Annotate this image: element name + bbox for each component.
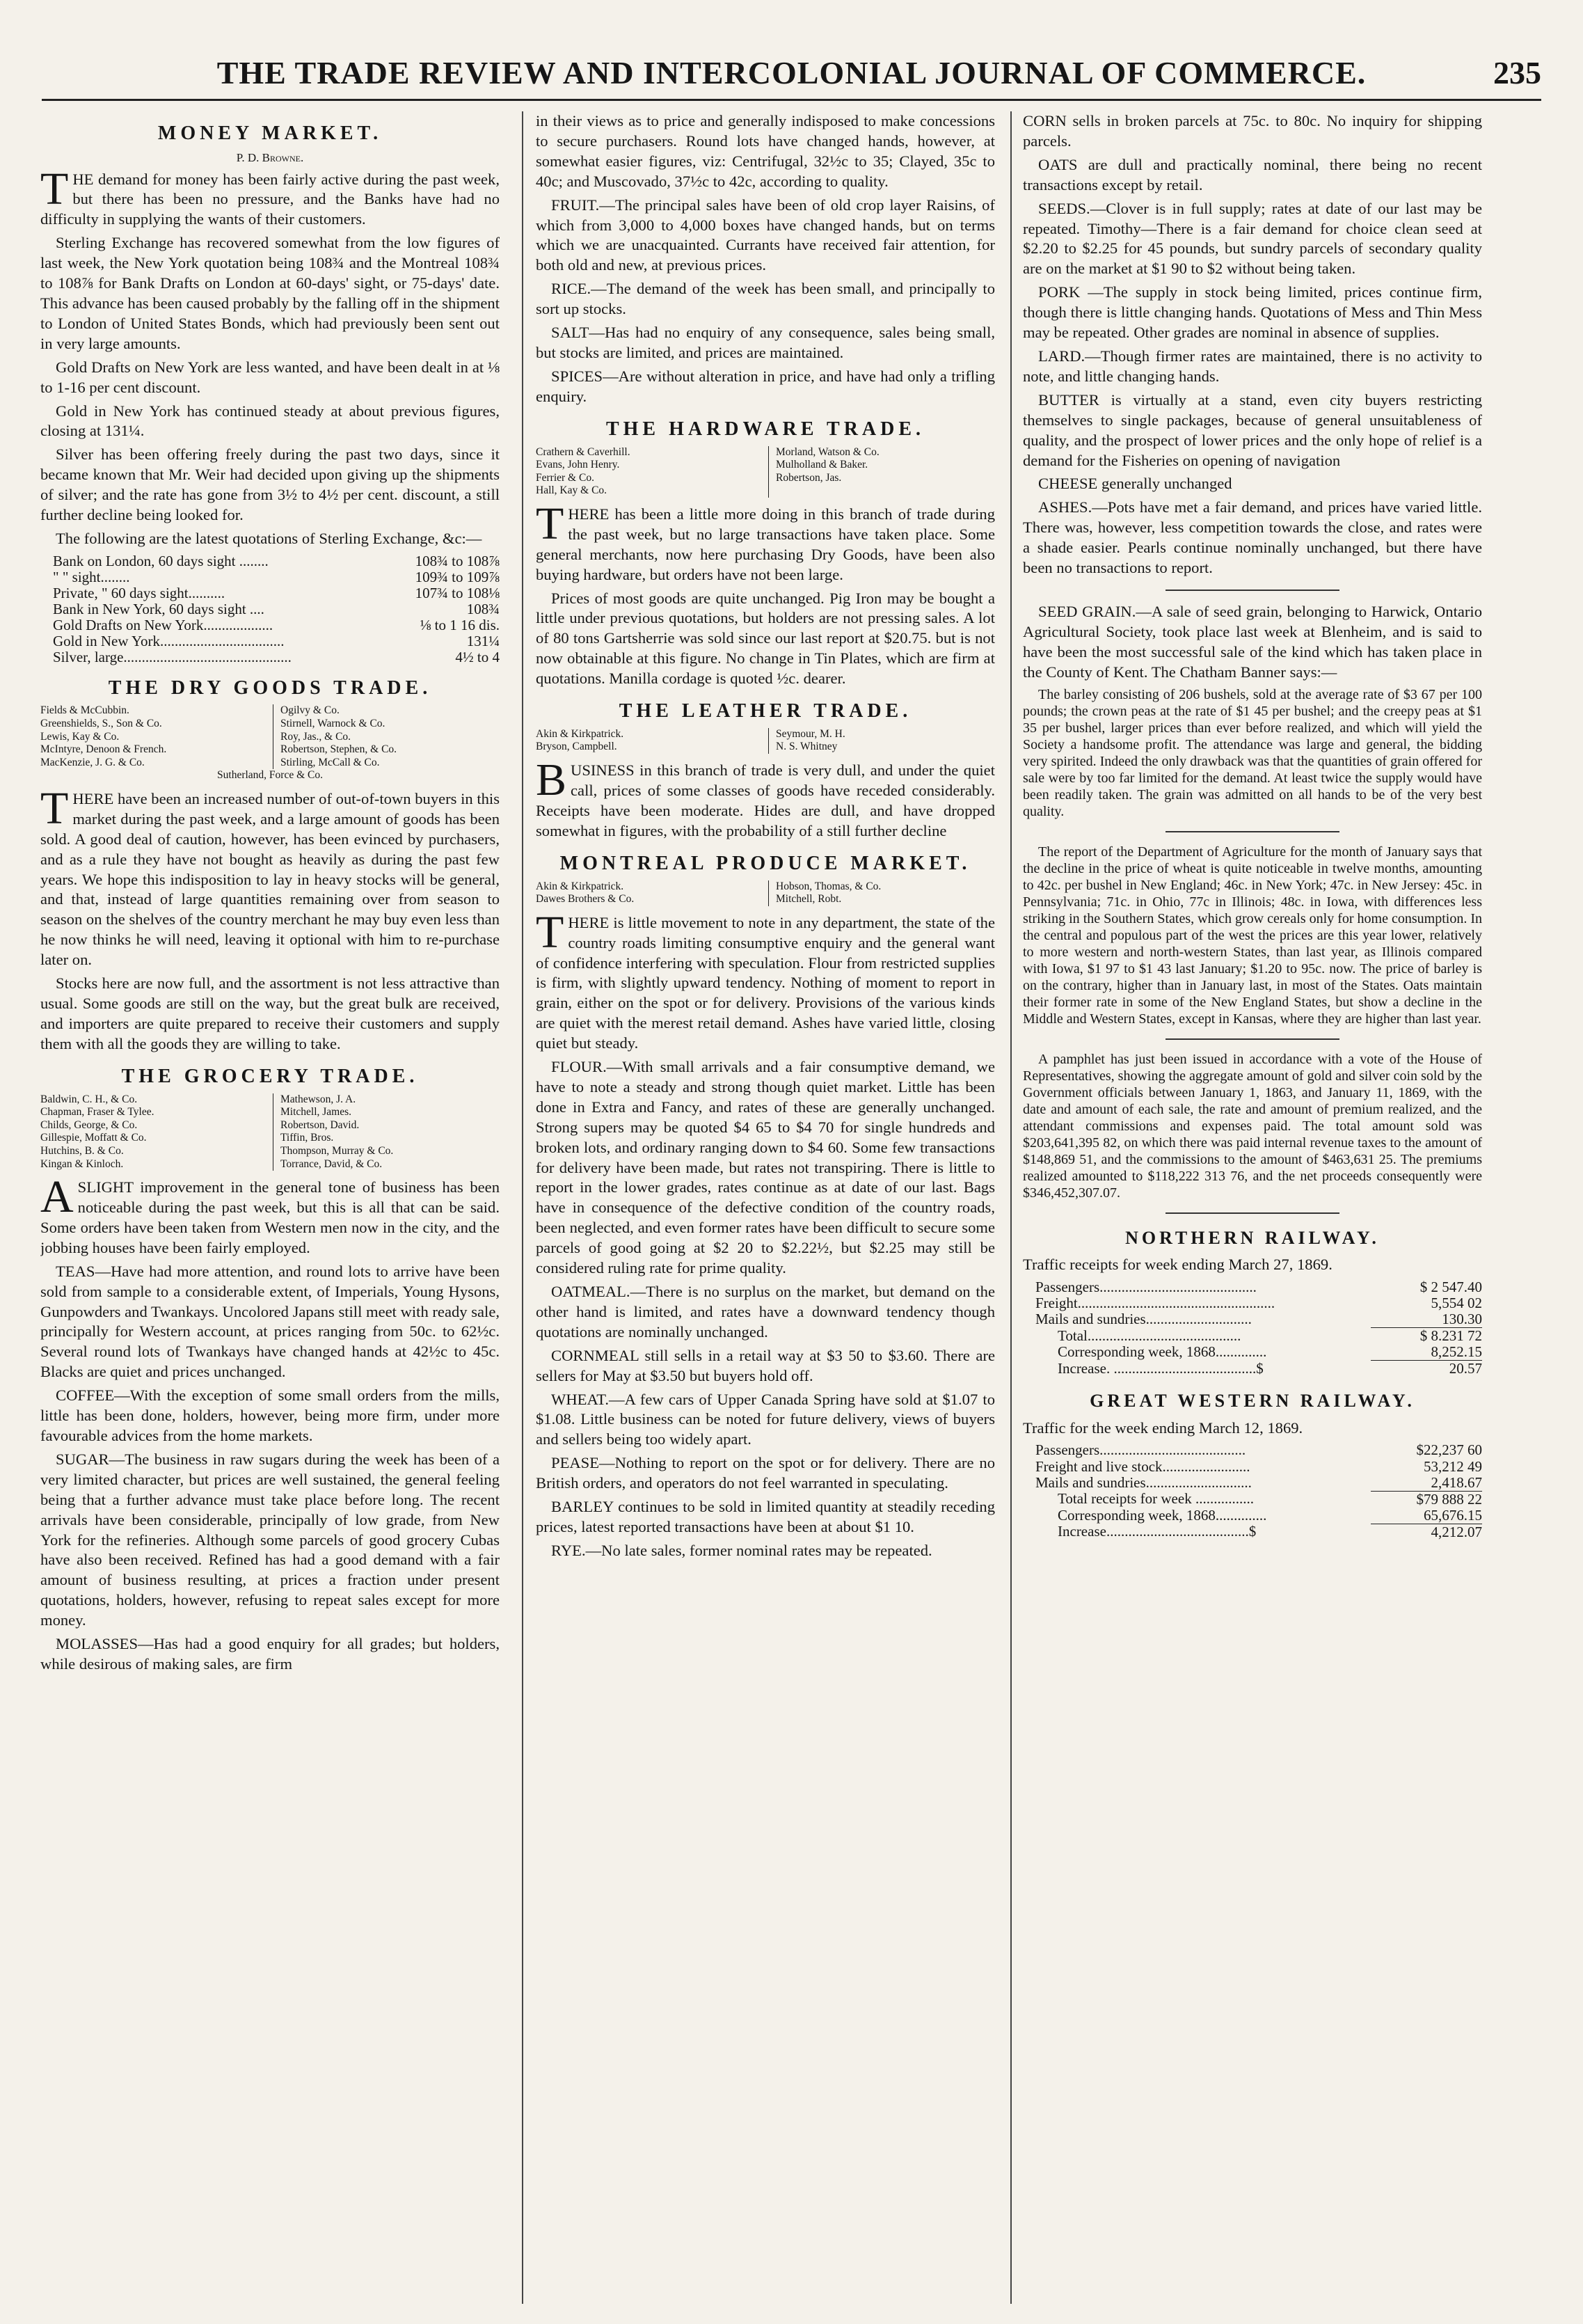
firm-name: Mathewson, J. A.	[273, 1093, 500, 1107]
produce-paragraph: PORK —The supply in stock being limited, prices continue firm, though there is little changing hands. Quotations of Mess and Thin Mess may be repeated. Other grades are nominal in absence of supplies.	[1023, 283, 1482, 342]
hardware-heading: THE HARDWARE TRADE.	[605, 418, 925, 440]
firm-name: Tiffin, Bros.	[273, 1132, 500, 1145]
firm-name: Seymour, M. H.	[768, 728, 995, 741]
money-paragraph: Sterling Exchange has recovered somewhat from the low figures of last week, the New York quotation being 108¾ and the Montreal 108¾ to 108⅞ for Bank Drafts on London at 60-days' sight, or 75-days' date. This advance has been caused probably by the falling off in the shipment to London of United States Bonds, which had previously been sent out in very large amounts.	[40, 234, 500, 352]
money-paragraph: The following are the latest quotations of Sterling Exchange, &c:—	[56, 529, 482, 547]
great-western-railway-subtitle: Traffic for the week ending March 12, 1869.	[1023, 1418, 1303, 1437]
firm-name: Childs, George, & Co.	[40, 1118, 138, 1131]
table-row: Passengers........................................... $ 2 547.40	[1035, 1278, 1482, 1295]
produce-firms	[536, 880, 995, 906]
dry-goods-paragraph: Stocks here are now full, and the assortment is not less attractive than usual. Some goods are still on the way, but the great bulk are received, and importers are quite prepared to receive their customers and supply them with all the goods they are willing to take.	[40, 974, 500, 1052]
firm-name	[768, 484, 995, 498]
seed-grain-paragraph: SEED GRAIN.—A sale of seed grain, belonging to Harwick, Ontario Agricultural Society, took place last week at Blenheim, and is said to have been the most successful sale of the kind which has taken place in the County of Kent. The Chatham Banner says:—	[1023, 602, 1482, 681]
produce-paragraph: RYE.—No late sales, former nominal rates may be repeated.	[551, 1541, 932, 1559]
table-row: Gold in New York.................................. 131¼	[53, 633, 500, 650]
running-head	[42, 54, 1541, 101]
table-row: Silver, large.............................................. 4½ to 4	[53, 649, 500, 666]
produce-paragraph: BARLEY continues to be sold in limited quantity at steadily receding prices, latest reported transactions have been at about $1 10.	[536, 1498, 995, 1535]
leather-firms	[536, 728, 995, 754]
dry-goods-heading: THE DRY GOODS TRADE.	[108, 677, 432, 699]
seed-grain-quote: The barley consisting of 206 bushels, sold at the average rate of $3 67 per 100 pounds; the crown peas at the rate of $1 45 per bushel; and the creepy peas at $1 35 per bushel, larger prices than ever before realized, and which will yield the Society a handsome profit. The attendance was large and general, the bidding very spirited. Indeed the only drawback was that the quantities of grain offered for sale were by too far limited for the demand. At least twice the supply would have been readily taken. The grain was admitted on all hands to be of the very best quality.	[1023, 686, 1482, 819]
firm-name: Mitchell, Robt.	[768, 893, 995, 906]
produce-paragraph: ASHES.—Pots have met a fair demand, and prices have varied little. There was, however, less competition towards the close, and rates were a shade easier. Pearls continue nominally unchanged, but there have been no transactions to report.	[1023, 498, 1482, 577]
table-row: Corresponding week, 1868.............. 65,676.15	[1058, 1506, 1482, 1524]
dry-goods-paragraph: THERE have been an increased number of out-of-town buyers in this market during the past week, and a large amount of goods has been sold. A good deal of caution, however, has been evinced by purchasers, and as a rule they have not bought as heavily as during the past few years. We hope this indisposition to lay in heavy stocks will be general, and that, instead of large quantities remaining over from season to season on the shelves of the country merchant he may buy even less than he now thinks he will need, leaving it optional with him to re-purchase later on.	[40, 782, 500, 969]
produce-paragraph: OATS are dull and practically nominal, there being no recent transactions except by retail.	[1023, 155, 1482, 193]
exchange-rates-table	[40, 553, 500, 666]
table-row: Passengers........................................ $22,237 60	[1035, 1441, 1482, 1459]
produce-paragraph: CORNMEAL still sells in a retail way at $3 50 to $3.60. There are sellers for May at $3.50 but buyers hold off.	[536, 1346, 995, 1384]
firm-name: McIntyre, Denoon & French.	[40, 743, 167, 756]
firm-name: Fields & McCubbin.	[40, 704, 129, 717]
money-paragraph: Silver has been offering freely during the past two days, since it became known that Mr. Weir had decided upon giving up the shipments of silver; and the rate has gone from 3½ to 4½ per cent. discount, a still further decline being looked for.	[40, 445, 500, 524]
produce-paragraph: BUTTER is virtually at a stand, even city buyers restricting themselves to single packages, because of general unsuitableness of quality, and the prospect of lower prices and the only hope of relief is a demand for the Fisheries on opening of navigation	[1023, 390, 1482, 469]
grocery-paragraph: RICE.—The demand of the week has been small, and principally to sort up stocks.	[536, 280, 995, 318]
grocery-paragraph: SALT—Has had no enquiry of any consequence, sales being small, but stocks are limited, and prices are maintained.	[536, 324, 995, 361]
table-row: Freight and live stock........................ 53,212 49	[1035, 1457, 1482, 1475]
hardware-paragraph: Prices of most goods are quite unchanged. Pig Iron may be bought a little under previous quotations, but holders are not pressing sales. A lot of 80 tons Gartsherrie was sold since our last report at $20.75. but is not now obtainable at this figure. No change in Tin Plates, which are firm at quotations. Manilla cordage is quoted ½c. dearer.	[536, 589, 995, 688]
firm-name: Thompson, Murray & Co.	[273, 1145, 500, 1158]
page-number: 235	[1493, 55, 1541, 90]
grocery-heading: THE GROCERY TRADE.	[121, 1065, 419, 1087]
firm-name: Robertson, Jas.	[768, 472, 995, 485]
separator	[1166, 1212, 1340, 1214]
firm-name: Evans, John Henry.	[536, 459, 620, 471]
firm-name: Baldwin, C. H., & Co.	[40, 1093, 138, 1105]
grocery-paragraph: FRUIT.—The principal sales have been of old crop layer Raisins, of which from 3,000 to 4,000 boxes have changed hands, but on terms which we are unacquainted. Currants have received fair attention, for both old and new, at previous prices.	[536, 196, 995, 274]
firm-name: Morland, Watson & Co.	[768, 446, 995, 459]
firm-name: Gillespie, Moffatt & Co.	[40, 1132, 147, 1144]
firm-name: Crathern & Caverhill.	[536, 445, 630, 458]
table-row: Bank in New York, 60 days sight .... 108¾	[53, 601, 500, 618]
grocery-paragraph: COFFEE—With the exception of some small orders from the mills, little has been done, holders, however, being more firm, under more favourable advices from the home markets.	[40, 1386, 500, 1444]
produce-heading: MONTREAL PRODUCE MARKET.	[559, 852, 971, 874]
firm-name: Ogilvy & Co.	[273, 704, 500, 718]
journal-title: THE TRADE REVIEW AND INTERCOLONIAL JOURNAL OF COMMERCE.	[216, 55, 1367, 90]
firm-name: Akin & Kirkpatrick.	[536, 880, 624, 892]
table-row: Corresponding week, 1868.............. 8,252.15	[1058, 1343, 1482, 1361]
separator	[1166, 590, 1340, 591]
firm-name: Bryson, Campbell.	[536, 741, 617, 753]
produce-paragraph: FLOUR.—With small arrivals and a fair consumptive demand, we have to note a steady and strong though quiet market. Little has been done in Extra and Fancy, and rates of these are generally unchanged. Strong supers may be quoted $4 65 to $4 70 for single hundreds and broken lots, and ordinary ranging down to $4 60. Some few transactions for delivery have been made, but rates not transpiring. There is little to report in the lower grades, rates continue as at date of our last. Bags have in consequence of the defective condition of the country roads, been neglected, and even former rates have been difficult to secure some parcels of good going at $2 20 to $2.22½, but $2.25 may still be considered ruling rate for prime quality.	[536, 1058, 995, 1277]
firm-name: Sutherland, Force & Co.	[217, 769, 323, 782]
column-rule-2	[1010, 111, 1012, 2304]
table-row: Private, " 60 days sight.......... 107¾ to 108⅛	[53, 585, 500, 602]
firm-name: Dawes Brothers & Co.	[536, 893, 635, 906]
produce-paragraph: OATMEAL.—There is no surplus on the market, but demand on the other hand is limited, and rates have a downward tendency though quotations are nominally unchanged.	[536, 1283, 995, 1341]
money-paragraph: Gold in New York has continued steady at about previous figures, closing at 131¼.	[40, 402, 500, 440]
column-rule-1	[522, 111, 523, 2304]
hardware-firms	[536, 446, 995, 498]
table-row: " " sight........ 109¾ to 109⅞	[53, 568, 500, 585]
grocery-continued: in their views as to price and generally indisposed to make concessions to secure purchasers. Round lots have changed hands, however, at somewhat easier figures, viz: Centrifugal, 32½c to 35; Clayed, 35c to 40c; and Muscovado, 37½c to 42c, according to quality.	[536, 112, 995, 190]
grocery-paragraph: TEAS—Have had more attention, and round lots to arrive have been sold from sample to a considerable extent, of Imperials, Young Hysons, Gunpowders and Twankays. Uncolored Japans still meet with ready sale, principally for Western account, at prices ranging from 50c. to 62½c. Several round lots of Twankays have changed hands at 42½c to 45c. Blacks are quiet and prices unchanged.	[40, 1262, 500, 1381]
northern-railway-heading: NORTHERN RAILWAY.	[1125, 1227, 1380, 1248]
firm-name: Lewis, Kay & Co.	[40, 730, 120, 743]
dry-goods-firms	[40, 704, 500, 782]
separator	[1166, 1038, 1340, 1040]
produce-paragraph: PEASE—Nothing to report on the spot or for delivery. There are no British orders, and operators do not feel warranted in speculating.	[536, 1454, 995, 1492]
column-1	[40, 111, 500, 2304]
firm-name: Hall, Kay & Co.	[536, 484, 607, 497]
produce-continued: CORN sells in broken parcels at 75c. to 80c. No inquiry for shipping parcels.	[1023, 112, 1482, 150]
grocery-paragraph: ASLIGHT improvement in the general tone of business has been noticeable during the past week, but this is all that can be said. Some orders have been taken from Western men now in the city, and the jobbing houses have been fairly employed.	[40, 1171, 500, 1256]
grocery-paragraph: MOLASSES—Has had a good enquiry for all grades; but holders, while desirous of making sales, are firm	[40, 1635, 500, 1673]
table-row: Mails and sundries............................. 130.30	[1035, 1310, 1482, 1327]
firm-name: Hobson, Thomas, & Co.	[768, 880, 995, 894]
firm-name: N. S. Whitney	[768, 741, 995, 754]
firm-name: Mulholland & Baker.	[768, 459, 995, 472]
produce-paragraph: LARD.—Though firmer rates are maintained, there is no activity to note, and little changing hands.	[1023, 347, 1482, 385]
table-row: Total receipts for week ................ $79 888 22	[1058, 1490, 1482, 1508]
table-row: Mails and sundries............................. 2,418.67	[1035, 1473, 1482, 1491]
great-western-railway-table	[1023, 1442, 1482, 1540]
money-market-byline: P. D. Browne.	[236, 150, 304, 164]
separator	[1166, 831, 1340, 832]
firm-name: Mitchell, James.	[273, 1106, 500, 1119]
money-market-heading: MONEY MARKET.	[157, 122, 383, 144]
produce-paragraph: SEEDS.—Clover is in full supply; rates at date of our last may be repeated. Timothy—There is a fair demand for choice clean seed at $2.20 to $2.25 for 45 pounds, but sundry parcels of secondary quality are on the market at $1 90 to $2 without being taken.	[1023, 199, 1482, 278]
firm-name: Robertson, Stephen, & Co.	[273, 743, 500, 757]
table-row: Increase.......................................$ 4,212.07	[1058, 1523, 1482, 1540]
leather-heading: THE LEATHER TRADE.	[619, 700, 912, 722]
table-row: Bank on London, 60 days sight ........ 108¾ to 108⅞	[53, 552, 500, 569]
produce-paragraph: THERE is little movement to note in any department, the state of the country roads limiting consumptive enquiry and the general want of confidence interfering with speculation. Flour from restricted supplies is firm, with slightly upward tendency. Nothing of moment to report in grain, either on the spot or for delivery. Provisions of the various kinds are quiet with the merest retail demand. Ashes have varied little, closing quiet but steady.	[536, 906, 995, 1052]
firm-name: Greenshields, S., Son & Co.	[40, 717, 162, 729]
northern-railway-table	[1023, 1279, 1482, 1377]
firm-name: MacKenzie, J. G. & Co.	[40, 756, 145, 768]
table-row: Gold Drafts on New York................... ⅛ to 1 16 dis.	[53, 617, 500, 634]
produce-paragraph: WHEAT.—A few cars of Upper Canada Spring have sold at $1.07 to $1.08. Little business can be noted for future delivery, views of buyers and sellers being too widely apart.	[536, 1390, 995, 1448]
column-3	[1023, 111, 1482, 2304]
northern-railway-subtitle: Traffic receipts for week ending March 27, 1869.	[1023, 1255, 1333, 1273]
firm-name: Torrance, David, & Co.	[273, 1158, 500, 1171]
grocery-firms	[40, 1093, 500, 1171]
grocery-paragraph: SPICES—Are without alteration in price, and have had only a trifling enquiry.	[536, 367, 995, 405]
firm-name: Hutchins, B. & Co.	[40, 1144, 124, 1157]
leather-paragraph: BUSINESS in this branch of trade is very dull, and under the quiet call, prices of some classes of goods have receded considerably. Receipts have been moderate. Hides are dull, and have dropped somewhat in figures, with the probability of a still further decline	[536, 754, 995, 839]
hardware-paragraph: THERE has been a little more doing in this branch of trade during the past week, but no large transactions have taken place. Some general merchants, now here purchasing Dry Goods, have been also buying hardware, but orders have not been large.	[536, 498, 995, 583]
grocery-paragraph: SUGAR—The business in raw sugars during the week has been of a very limited character, but prices are well sustained, the general feeling being that a further advance must take place before long. The recent arrivals have been considerable, principally of low grade, from New York for the refineries. Although some parcels of good grocery Cubas have also been received. Refined has had a good demand with a fair amount of business resulting, at prices a fraction under present quotations, holders, however, refusing to repeat sales except for more money.	[40, 1450, 500, 1629]
table-row: Increase. .......................................$ 20.57	[1058, 1359, 1482, 1377]
great-western-railway-heading: GREAT WESTERN RAILWAY.	[1090, 1391, 1415, 1412]
money-paragraph: THE demand for money has been fairly active during the past week, but there has been no pressure, and the Banks have had no difficulty in supplying the wants of their customers.	[40, 163, 500, 228]
gold-coin-pamphlet: A pamphlet has just been issued in accordance with a vote of the House of Representatives, showing the aggregate amount of gold and silver coin sold by the Government officials between January 1, 1863, and January 11, 1869, with the date and amount of each sale, the rate and amount of premium realized, and the attendant commissions and expenses paid. The total amount sold was $203,641,395 82, on which there was paid internal revenue taxes to the amount of $148,869 51, and the commissions to the amount of $463,631 25. The premiums realized amounted to $118,222 313 76, and the net proceeds consequently were $346,452,307.07.	[1023, 1051, 1482, 1201]
firm-name: Ferrier & Co.	[536, 471, 594, 484]
firm-name: Stirling, McCall & Co.	[273, 757, 500, 770]
firm-name: Robertson, David.	[273, 1119, 500, 1132]
produce-paragraph: CHEESE generally unchanged	[1038, 475, 1232, 493]
firm-name: Chapman, Fraser & Tylee.	[40, 1106, 154, 1118]
agriculture-report: The report of the Department of Agriculture for the month of January says that the decline in the price of wheat is quite noticeable in twelve months, amounting to 42c. per bushel in New England; 46c. in New York; 47c. in New Jersey: 45c. in Pennsylvania; 71c. in Ohio, 77c in Illinois; 48c. in Iowa, with differences less striking in the Southern States, which grow cereals only for home consumption. In the central and populous part of the west the prices are this year lower, relatively to more western and north-western States, than last year, as Illinois compared with Iowa, $1 97 to $1 43 last January; $1.20 to 95c. now. The price of barley is on the contrary, higher than in January last, in most of the States. Oats maintain their former rate in some of the New England States, but show a decline in the Middle and Western States, except in Kansas, where they are higher than last year.	[1023, 844, 1482, 1027]
firm-name: Roy, Jas., & Co.	[273, 731, 500, 744]
money-paragraph: Gold Drafts on New York are less wanted, and have been dealt in at ⅛ to 1-16 per cent discount.	[40, 358, 500, 396]
column-2	[536, 111, 995, 2304]
table-row: Total.......................................... $ 8.231 72	[1058, 1327, 1482, 1345]
firm-name: Stirnell, Warnock & Co.	[273, 718, 500, 731]
firm-name: Akin & Kirkpatrick.	[536, 727, 624, 740]
firm-name: Kingan & Kinloch.	[40, 1157, 124, 1170]
table-row: Freight...................................................... 5,554 02	[1035, 1294, 1482, 1311]
